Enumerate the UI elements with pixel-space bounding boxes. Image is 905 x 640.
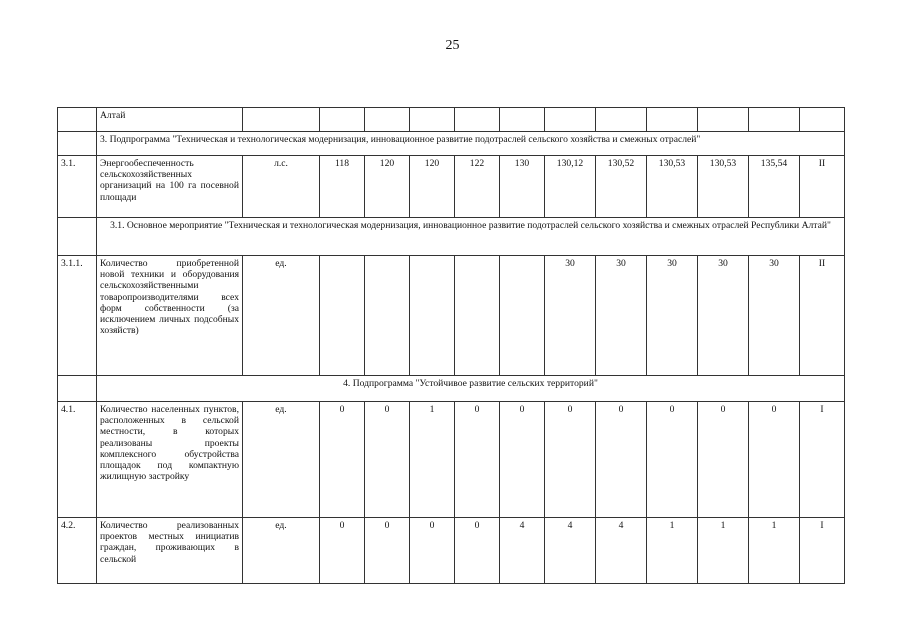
section-title: 3. Подпрограмма "Техническая и технологическая модернизация, инновационное развитие подотраслей сельского хозяйства и смежных отраслей"	[97, 132, 845, 156]
value-cell	[749, 108, 800, 132]
priority-cell: I	[800, 402, 845, 518]
value-cell: 135,54	[749, 156, 800, 218]
value-cell: 0	[365, 518, 410, 584]
value-cell: 118	[320, 156, 365, 218]
value-cell	[320, 256, 365, 376]
value-cell: 1	[749, 518, 800, 584]
value-cell	[410, 108, 455, 132]
value-cell: 0	[320, 402, 365, 518]
value-cell: 0	[698, 402, 749, 518]
value-cell: 4	[596, 518, 647, 584]
value-cell	[596, 108, 647, 132]
value-cell	[545, 108, 596, 132]
row-number-cell	[58, 376, 97, 402]
section-title: 3.1. Основное мероприятие "Техническая и технологическая модернизация, инновационное развитие подотраслей сельского хозяйства и смежных отраслей Республики Алтай"	[97, 218, 845, 256]
row-number-cell	[58, 218, 97, 256]
value-cell: 0	[320, 518, 365, 584]
value-cell: 1	[647, 518, 698, 584]
unit-cell: ед.	[243, 402, 320, 518]
table-row	[58, 156, 845, 218]
value-cell	[800, 108, 845, 132]
indicator-name-cell: Энергообеспеченность сельскохозяйственных организаций на 100 га посевной площади	[97, 156, 243, 218]
value-cell: 120	[410, 156, 455, 218]
value-cell: 1	[410, 402, 455, 518]
value-cell: 4	[545, 518, 596, 584]
table-row	[58, 402, 845, 518]
row-number-cell: 4.1.	[58, 402, 97, 518]
value-cell: 0	[596, 402, 647, 518]
priority-cell: II	[800, 156, 845, 218]
value-cell	[365, 256, 410, 376]
value-cell	[500, 256, 545, 376]
value-cell	[320, 108, 365, 132]
value-cell: 30	[749, 256, 800, 376]
row-number-cell	[58, 108, 97, 132]
value-cell: 0	[365, 402, 410, 518]
value-cell: 0	[500, 402, 545, 518]
value-cell: 30	[596, 256, 647, 376]
value-cell	[698, 108, 749, 132]
row-number-cell	[58, 132, 97, 156]
row-number-cell: 4.2.	[58, 518, 97, 584]
value-cell	[365, 108, 410, 132]
value-cell: 0	[647, 402, 698, 518]
value-cell	[410, 256, 455, 376]
indicator-name-cell: Количество населенных пунктов, расположенных в сельской местности, в которых реализованы проекты комплексного обустройства площадок под компактную жилищную застройку	[97, 402, 243, 518]
section-title: 4. Подпрограмма "Устойчивое развитие сельских территорий"	[97, 376, 845, 402]
unit-cell: ед.	[243, 518, 320, 584]
value-cell: 120	[365, 156, 410, 218]
value-cell: 30	[545, 256, 596, 376]
row-number-cell: 3.1.	[58, 156, 97, 218]
value-cell: 130,53	[647, 156, 698, 218]
value-cell: 0	[749, 402, 800, 518]
value-cell: 0	[410, 518, 455, 584]
value-cell: 130,53	[698, 156, 749, 218]
value-cell	[500, 108, 545, 132]
page-number: 25	[445, 38, 460, 53]
value-cell: 0	[455, 402, 500, 518]
section-row	[58, 376, 845, 402]
row-number-cell: 3.1.1.	[58, 256, 97, 376]
indicator-name-cell: Количество приобретенной новой техники и оборудования сельскохозяйственными товаропроизводителями всех форм собственности (за исключением личных подсобных хозяйств)	[97, 256, 243, 376]
table-row	[58, 518, 845, 584]
value-cell	[647, 108, 698, 132]
section-row	[58, 218, 845, 256]
unit-cell	[243, 108, 320, 132]
value-cell: 0	[545, 402, 596, 518]
indicator-name-cell: Алтай	[97, 108, 243, 132]
table-row	[58, 256, 845, 376]
value-cell: 4	[500, 518, 545, 584]
section-row	[58, 132, 845, 156]
indicator-name-cell: Количество реализованных проектов местных инициатив граждан, проживающих в сельской	[97, 518, 243, 584]
value-cell: 30	[647, 256, 698, 376]
value-cell	[455, 108, 500, 132]
value-cell	[455, 256, 500, 376]
priority-cell: I	[800, 518, 845, 584]
value-cell: 130,52	[596, 156, 647, 218]
table-row	[58, 108, 845, 132]
value-cell: 1	[698, 518, 749, 584]
value-cell: 130,12	[545, 156, 596, 218]
value-cell: 122	[455, 156, 500, 218]
unit-cell: л.с.	[243, 156, 320, 218]
indicators-table	[57, 107, 845, 584]
priority-cell: II	[800, 256, 845, 376]
value-cell: 0	[455, 518, 500, 584]
unit-cell: ед.	[243, 256, 320, 376]
value-cell: 130	[500, 156, 545, 218]
value-cell: 30	[698, 256, 749, 376]
